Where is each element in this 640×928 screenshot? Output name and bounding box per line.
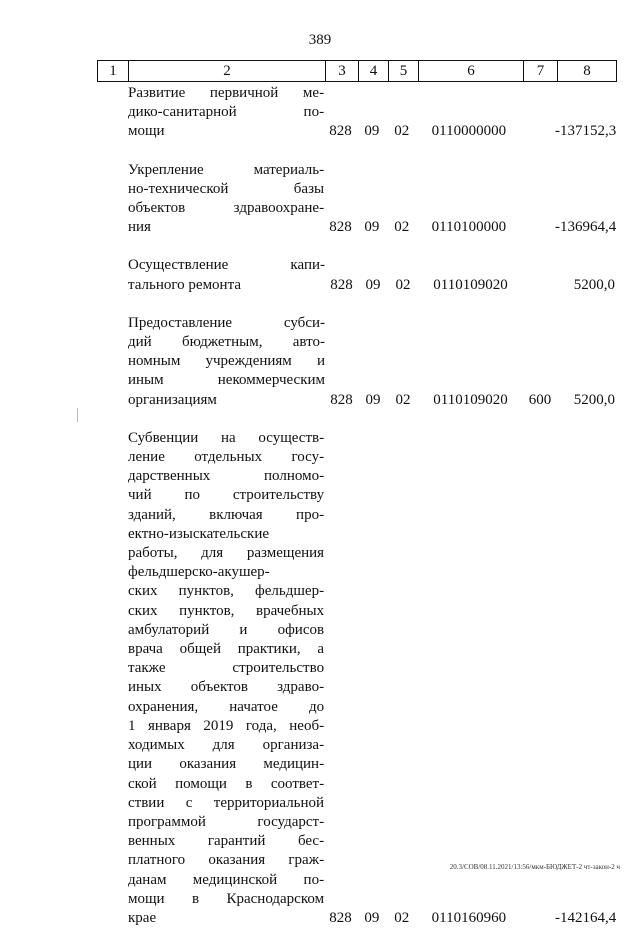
row-col-5: 02 [395,391,411,408]
table-row [97,84,617,142]
row-col-4: 09 [364,219,380,236]
description-line: ских пунктов, фельдшер- [128,583,325,600]
row-col-5: 02 [395,276,411,293]
row-col-3: 828 [329,219,352,236]
description-line: ции оказания медицин- [128,756,325,773]
row-col-6: 0110160960 [431,909,507,926]
row-col-8: -142164,4 [555,909,617,926]
row-description [128,161,324,238]
row-col-5: 02 [394,909,410,926]
description-line: венных гарантий бес- [128,833,325,850]
row-col-4: 09 [364,123,380,140]
row-col-8: 5200,0 [573,276,615,293]
table-row [97,161,617,238]
footer-code: 20.3/СОВ/08.11.2021/13:56/мкм-БЮДЖЕТ-2 чт-закон-2 ч [449,863,620,871]
row-col-6: 0110109020 [433,391,508,408]
header-col-4: 4 [359,61,389,81]
description-line: Укрепление материаль- [128,161,325,178]
description-line: также строительство [128,660,325,677]
description-line: Осуществление капи- [128,257,325,274]
table-row [97,429,617,928]
description-line: мощи [128,123,165,140]
table-header [97,60,617,82]
description-line: ских пунктов, врачебных [128,602,325,619]
row-col-4: 09 [365,391,381,408]
table-row [97,314,617,410]
row-col-3: 828 [329,123,352,140]
description-line: дий бюджетным, авто- [128,334,325,351]
description-line: объектов здравоохране- [128,200,325,217]
description-line: дарственных полномо- [128,468,325,485]
description-line: организациям [128,391,217,408]
row-col-8: -136964,4 [555,219,617,236]
row-col-6: 0110100000 [431,219,507,236]
description-line: охранения, начатое до [128,698,325,715]
row-col-6: 0110000000 [431,123,507,140]
header-col-2: 2 [129,61,326,81]
row-description [128,256,325,294]
row-description [128,429,324,928]
description-line: фельдшерско-акушер- [128,564,270,581]
description-line: крае [128,909,157,926]
header-col-6: 6 [419,61,524,81]
row-col-4: 09 [364,909,380,926]
header-col-3: 3 [326,61,359,81]
row-col-5: 02 [394,219,410,236]
row-description [128,314,325,410]
row-col-8: 5200,0 [573,391,615,408]
description-line: Развитие первичной ме- [128,85,325,101]
description-line: тального ремонта [128,276,241,293]
description-line: данам медицинской по- [128,871,325,888]
description-line: ствии с территориальной [128,794,325,811]
row-col-7: 600 [528,391,552,408]
row-col-8: -137152,3 [555,123,617,140]
description-line: ление отдельных госу- [128,449,325,466]
header-col-8: 8 [583,63,591,79]
row-col-4: 09 [365,276,381,293]
page-number: 389 [308,32,332,48]
table-row [97,256,617,294]
description-line: работы, для размещения [128,545,325,562]
margin-mark [77,408,78,422]
row-col-3: 828 [329,909,352,926]
description-line: Субвенции на осуществ- [128,429,325,446]
description-line: иных объектов здраво- [128,679,325,696]
row-col-3: 828 [330,391,353,408]
description-line: ектно-изыскательские [128,525,270,542]
description-line: ния [128,219,151,236]
description-line: программой государст- [128,813,325,830]
description-line: чий по строительству [128,487,325,504]
header-col-5: 5 [389,61,419,81]
description-line: зданий, включая про- [128,506,325,523]
description-line: дико-санитарной по- [128,104,325,121]
table-body [97,84,617,928]
row-col-3: 828 [330,276,353,293]
description-line: ходимых для организа- [128,737,325,754]
row-col-6: 0110109020 [433,276,508,293]
description-line: ской помощи в соответ- [128,775,325,792]
row-description [128,84,324,142]
description-line: платного оказания граж- [128,852,325,869]
header-col-1: 1 [98,61,129,81]
description-line: иным некоммерческим [128,372,325,389]
description-line: врача общей практики, а [128,641,325,658]
description-line: амбулаторий и офисов [128,621,325,638]
description-line: но-технической базы [128,180,325,197]
header-col-7: 7 [524,61,558,81]
description-line: номным учреждениям и [128,353,325,370]
description-line: мощи в Краснодарском [128,890,325,907]
description-line: Предоставление субси- [128,314,325,331]
description-line: 1 января 2019 года, необ- [128,717,325,734]
row-col-5: 02 [394,123,410,140]
